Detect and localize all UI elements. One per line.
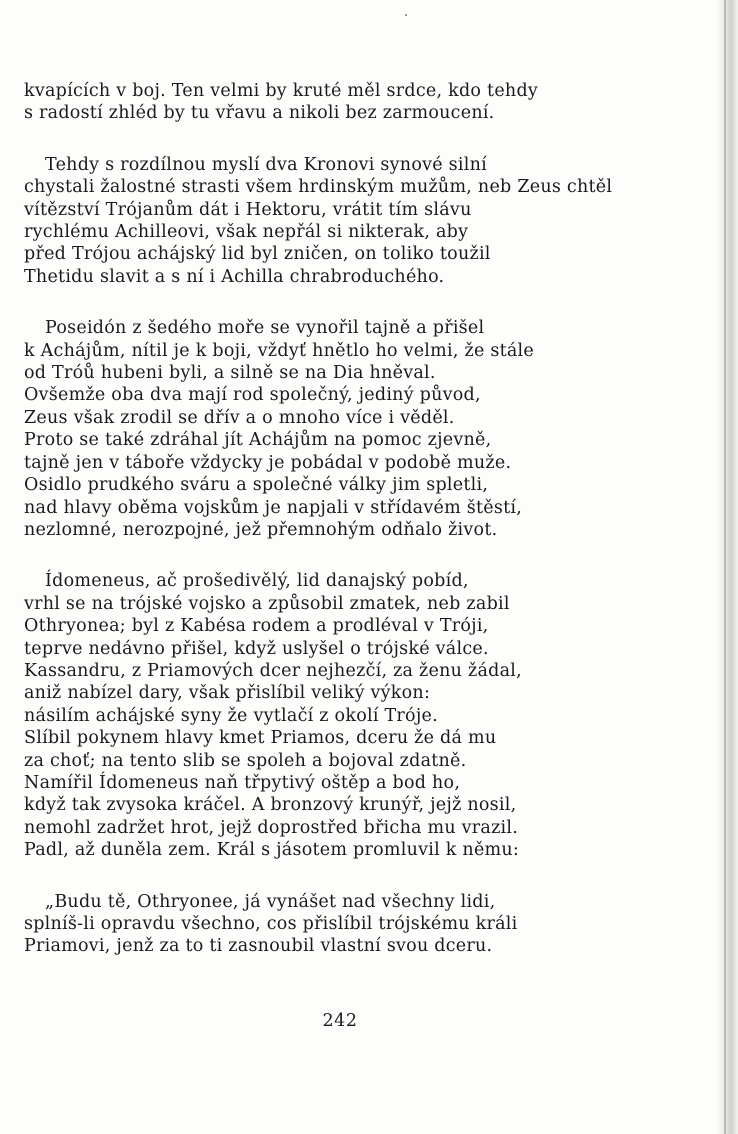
verse-line: Thetidu slavit a s ní i Achilla chrabroduchého. bbox=[24, 266, 445, 287]
verse-line: Namířil Ídomeneus naň třpytivý oštěp a bod ho, bbox=[24, 772, 461, 793]
verse-line: tajně jen v táboře vždycky je pobádal v podobě muže. bbox=[24, 452, 512, 473]
stanza-1 bbox=[24, 80, 714, 125]
verse-line: vítězství Trójanům dát i Hektoru, vrátit tím slávu bbox=[24, 199, 472, 220]
verse-line: kvapících v boj. Ten velmi by kruté měl srdce, kdo tehdy bbox=[24, 81, 539, 101]
verse-line: Slíbil pokynem hlavy kmet Priamos, dceru že dá mu bbox=[24, 728, 497, 749]
verse-line: s radostí zhléd by tu vřavu a nikoli bez zarmoucení. bbox=[24, 103, 495, 124]
verse-line: Osidlo prudkého sváru a společné války jim spletli, bbox=[24, 475, 489, 496]
verse-line: násilím achájské syny že vytlačí z okolí Tróje. bbox=[24, 705, 438, 726]
stanza-2 bbox=[24, 154, 714, 288]
verse-line: nezlomné, nerozpojné, jež přemnohým odňalo život. bbox=[24, 519, 498, 540]
verse-line: Priamovi, jenž za to ti zasnoubil vlastní svou dceru. bbox=[24, 936, 493, 957]
verse-line: před Trójou achájský lid byl zničen, on toliko toužil bbox=[24, 244, 491, 265]
verse-line: „Budu tě, Othryonee, já vynášet nad všechny lidi, bbox=[45, 891, 496, 912]
verse-line: Ídomeneus, ač prošedivělý, lid danajský pobíd, bbox=[45, 571, 469, 592]
verse-line: teprve nedávno přišel, když uslyšel o trójské válce. bbox=[24, 638, 489, 659]
page-edge-shadow bbox=[716, 0, 738, 1134]
verse-line: Zeus však zrodil se dřív a o mnoho více i věděl. bbox=[24, 407, 455, 428]
verse-line: rychlému Achilleovi, však nepřál si nikterak, aby bbox=[24, 222, 469, 243]
verse-line: nad hlavy oběma vojskům je napjali v střídavém štěstí, bbox=[24, 497, 523, 518]
verse-line: k Achájům, nítil je k boji, vždyť hnětlo ho velmi, že stále bbox=[24, 340, 535, 361]
page-number: 242 bbox=[322, 1011, 358, 1031]
verse-line: za choť; na tento slib se spoleh a bojoval zdatně. bbox=[24, 750, 467, 771]
stanza-3 bbox=[24, 317, 714, 541]
stanza-4 bbox=[24, 570, 714, 861]
verse-line: chystali žalostné strasti všem hrdinským mužům, neb Zeus chtěl bbox=[24, 177, 613, 198]
verse-line: Proto se také zdráhal jít Achájům na pomoc zjevně, bbox=[24, 430, 492, 451]
poem-text bbox=[24, 80, 714, 987]
page-edge-line bbox=[724, 0, 726, 1134]
verse-line: Padl, až duněla zem. Král s jásotem promluvil k němu: bbox=[24, 840, 520, 861]
verse-line: vrhl se na trójské vojsko a způsobil zmatek, neb zabil bbox=[24, 593, 510, 614]
verse-line: aniž nabízel dary, však přislíbil veliký výkon: bbox=[24, 683, 431, 704]
verse-line: nemohl zadržet hrot, jejž doprostřed břicha mu vrazil. bbox=[24, 817, 519, 838]
verse-line: Poseidón z šedého moře se vynořil tajně a přišel bbox=[45, 318, 485, 339]
paper-speck bbox=[405, 14, 407, 16]
verse-line: od Tróů hubeni byli, a silně se na Dia hněval. bbox=[24, 363, 436, 384]
verse-line: Kassandru, z Priamových dcer nejhezčí, za ženu žádal, bbox=[24, 660, 522, 681]
verse-line: Othryonea; byl z Kabésa rodem a prodléval v Tróji, bbox=[24, 616, 489, 637]
verse-line: Ovšemže oba dva mají rod společný, jediný původ, bbox=[24, 385, 481, 406]
stanza-5 bbox=[24, 891, 714, 958]
verse-line: splníš-li opravdu všechno, cos přislíbil trójskému králi bbox=[24, 914, 518, 934]
verse-line: Tehdy s rozdílnou myslí dva Kronovi synové silní bbox=[45, 154, 487, 175]
verse-line: když tak zvysoka kráčel. A bronzový krunýř, jejž nosil, bbox=[24, 795, 517, 816]
